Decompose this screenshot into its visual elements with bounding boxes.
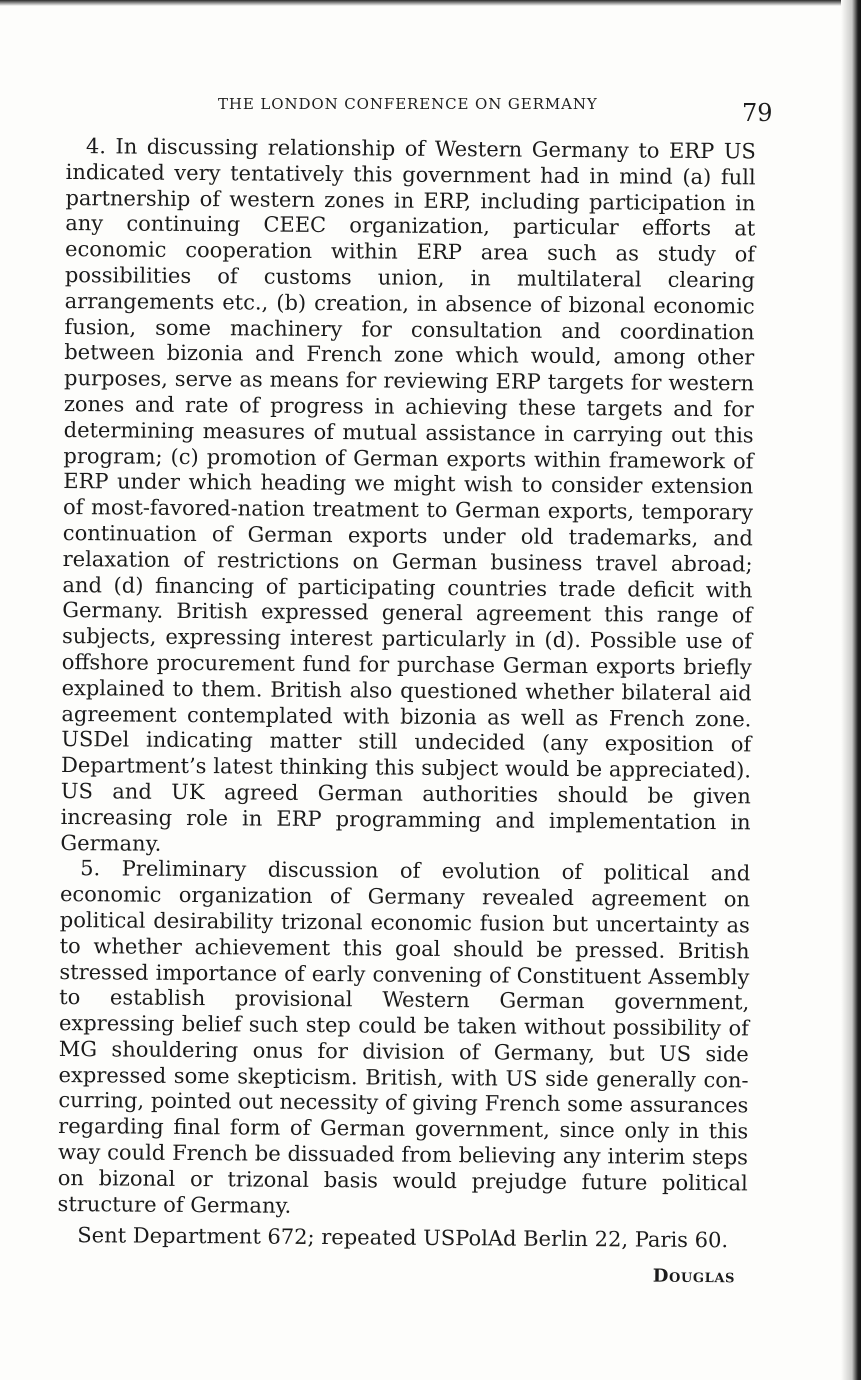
page-number: 79 xyxy=(742,99,773,127)
paragraph-4: 4. In discussing relationship of Western Germany to ERP US indicated very tentatively this government had in mind (a) full partnership of western zones in ERP, including participation in any continuing CEEC organization, particular efforts at economic cooperation within ERP area such as study of possibilities of customs union, in multilateral clearing arrangements etc., (b) creation, in absence of bizonal economic fusion, some machinery for consultation and coordination between bizonia and French zone which would, among other purposes, serve as means for reviewing ERP targets for western zones and rate of progress in achieving these targets and for determining measures of mutual assistance in carrying out this program; (c) promotion of German exports within framework of ERP under which heading we might wish to consider extension of most-favored-nation treatment to German exports, temporary continuation of German exports under old trademarks, and relaxation of restrictions on German business travel abroad; and (d) financing of participating countries trade deficit with Germany. British expressed general agreement this range of subjects, expressing interest particularly in (d). Possible use of offshore procurement fund for purchase German exports briefly explained to them. British also questioned whether bilateral aid agreement contemplated with bizonia as well as French zone. USDel indicating matter still undecided (any exposition of Department’s latest thinking this subject would be appreciated). US and UK agreed German authorities should be given increasing role in ERP programming and implementation in Germany. xyxy=(60,134,756,856)
document-body xyxy=(57,134,756,1290)
page-top-shadow xyxy=(0,0,861,6)
sent-line: Sent Department 672; repeated USPolAd Berlin 22, Paris 60. xyxy=(77,1223,729,1253)
paragraph-5: 5. Preliminary discussion of evolution of political and economic organization of Germany revealed agreement on political desirability trizonal economic fusion but uncertainty as to whether achievement this goal should be pressed. British stressed importance of early convening of Constituent Assembly to establish provisional Western German government, expressing belief such step could be taken without possibility of MG shouldering onus for division of Germany, but US side expressed some skepticism. British, with US side generally concurring, pointed out necessity of giving French some assurances regarding final form of German government, since only in this way could French be dissuaded from believing any interim steps on bizonal or trizonal basis would prejudge future political structure of Germany. xyxy=(57,856,751,1218)
signature: Douglas xyxy=(652,1265,736,1288)
page-binding-shadow xyxy=(841,0,861,1380)
running-title: THE LONDON CONFERENCE ON GERMANY xyxy=(218,95,598,113)
